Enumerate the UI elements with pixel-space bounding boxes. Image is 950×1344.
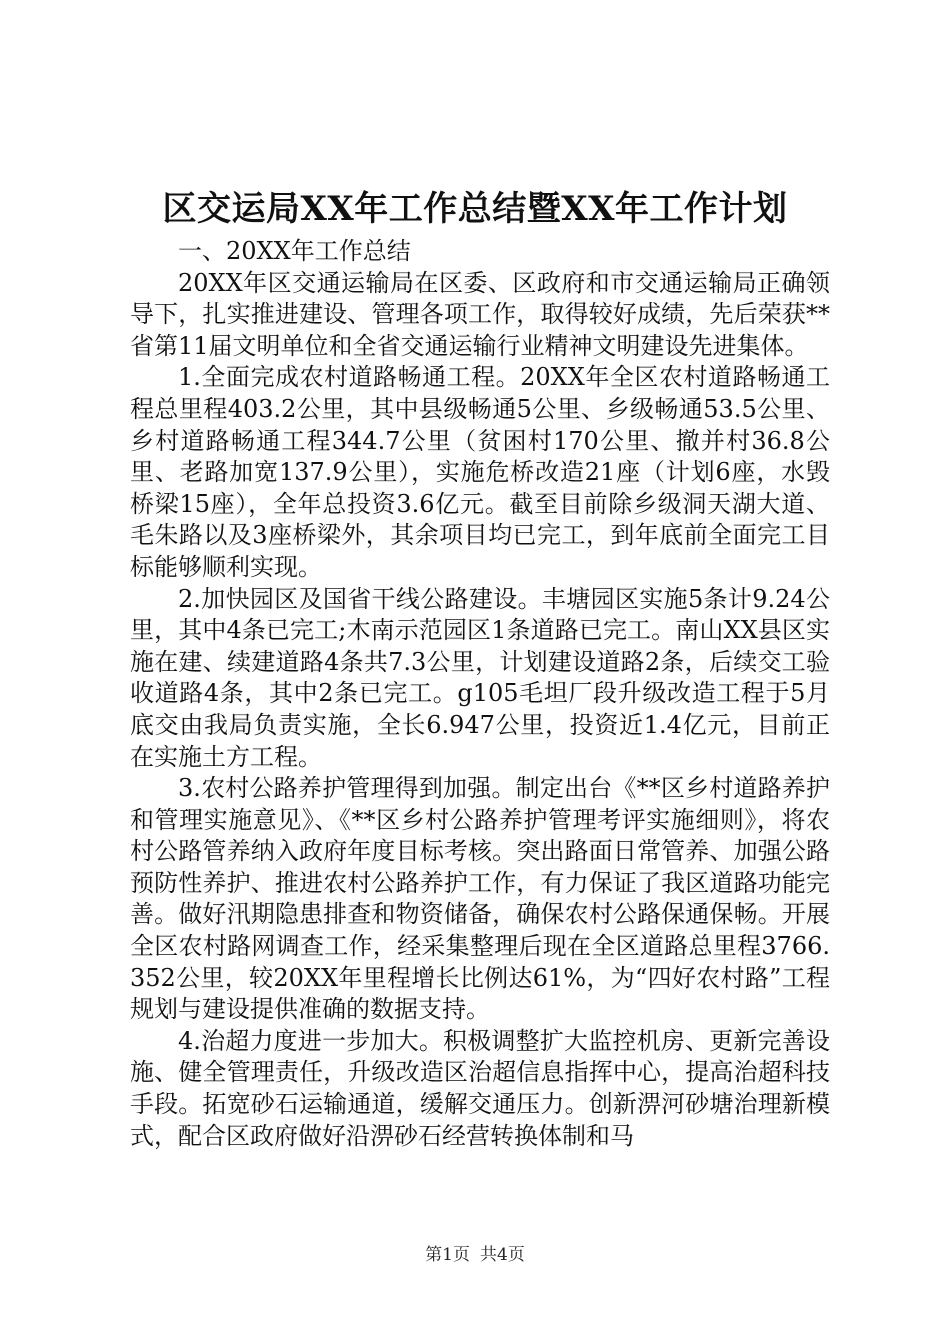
page-total: 共4页 — [480, 1245, 525, 1265]
paragraph-item-3: 3.农村公路养护管理得到加强。制定出台《**区乡村道路养护和管理实施意见》、《**区乡村公路养护管理考评实施细则》，将农村公路管养纳入政府年度目标考核。突出路面日常管养、加强公路预防性养护、推进农村公路养护工作，有力保证了我区道路功能完善。做好汛期隐患排查和物资储备，确保农村公路保通保畅。开展全区农村路网调查工作，经采集整理后现在全区道路总里程3766.352公里，较20XX年里程增长比例达61%，为“四好农村路”工程规划与建设提供准确的数据支持。 — [130, 774, 830, 1024]
paragraph-item-2: 2.加快园区及国省干线公路建设。丰塘园区实施5条计9.24公里，其中4条已完工;木南示范园区1条道路已完工。南山XX县区实施在建、续建道路4条共7.3公里，计划建设道路2条，后续交工验收道路4条，其中2条已完工。g105毛坦厂段升级改造工程于5月底交由我局负责实施，全长6.947公里，投资近1.4亿元，目前正在实施土方工程。 — [130, 584, 830, 771]
document-body — [130, 236, 830, 1152]
document-title: 区交运局XX年工作总结暨XX年工作计划 — [162, 189, 788, 229]
paragraph-item-1: 1.全面完成农村道路畅通工程。20XX年全区农村道路畅通工程总里程403.2公里，其中县级畅通5公里、乡级畅通53.5公里、乡村道路畅通工程344.7公里（贫困村170公里、撤并村36.8公里、老路加宽137.9公里），实施危桥改造21座（计划6座，水毁桥梁15座），全年总投资3.6亿元。截至目前除乡级洞天湖大道、毛朱路以及3座桥梁外，其余项目均已完工，到年底前全面完工目标能够顺利实现。 — [130, 363, 830, 581]
page-footer — [0, 1244, 950, 1266]
section-heading: 一、20XX年工作总结 — [178, 237, 411, 265]
paragraph-intro: 20XX年区交通运输局在区委、区政府和市交通运输局正确领导下，扎实推进建设、管理各项工作，取得较好成绩，先后荣获**省第11届文明单位和全省交通运输行业精神文明建设先进集体。 — [130, 268, 830, 360]
paragraph-item-4: 4.治超力度进一步加大。积极调整扩大监控机房、更新完善设施、健全管理责任，升级改造区治超信息指挥中心，提高治超科技手段。拓宽砂石运输通道，缓解交通压力。创新淠河砂塘治理新模式，配合区政府做好沿淠砂石经营转换体制和马 — [130, 1026, 830, 1150]
page-number: 第1页 — [425, 1245, 470, 1265]
